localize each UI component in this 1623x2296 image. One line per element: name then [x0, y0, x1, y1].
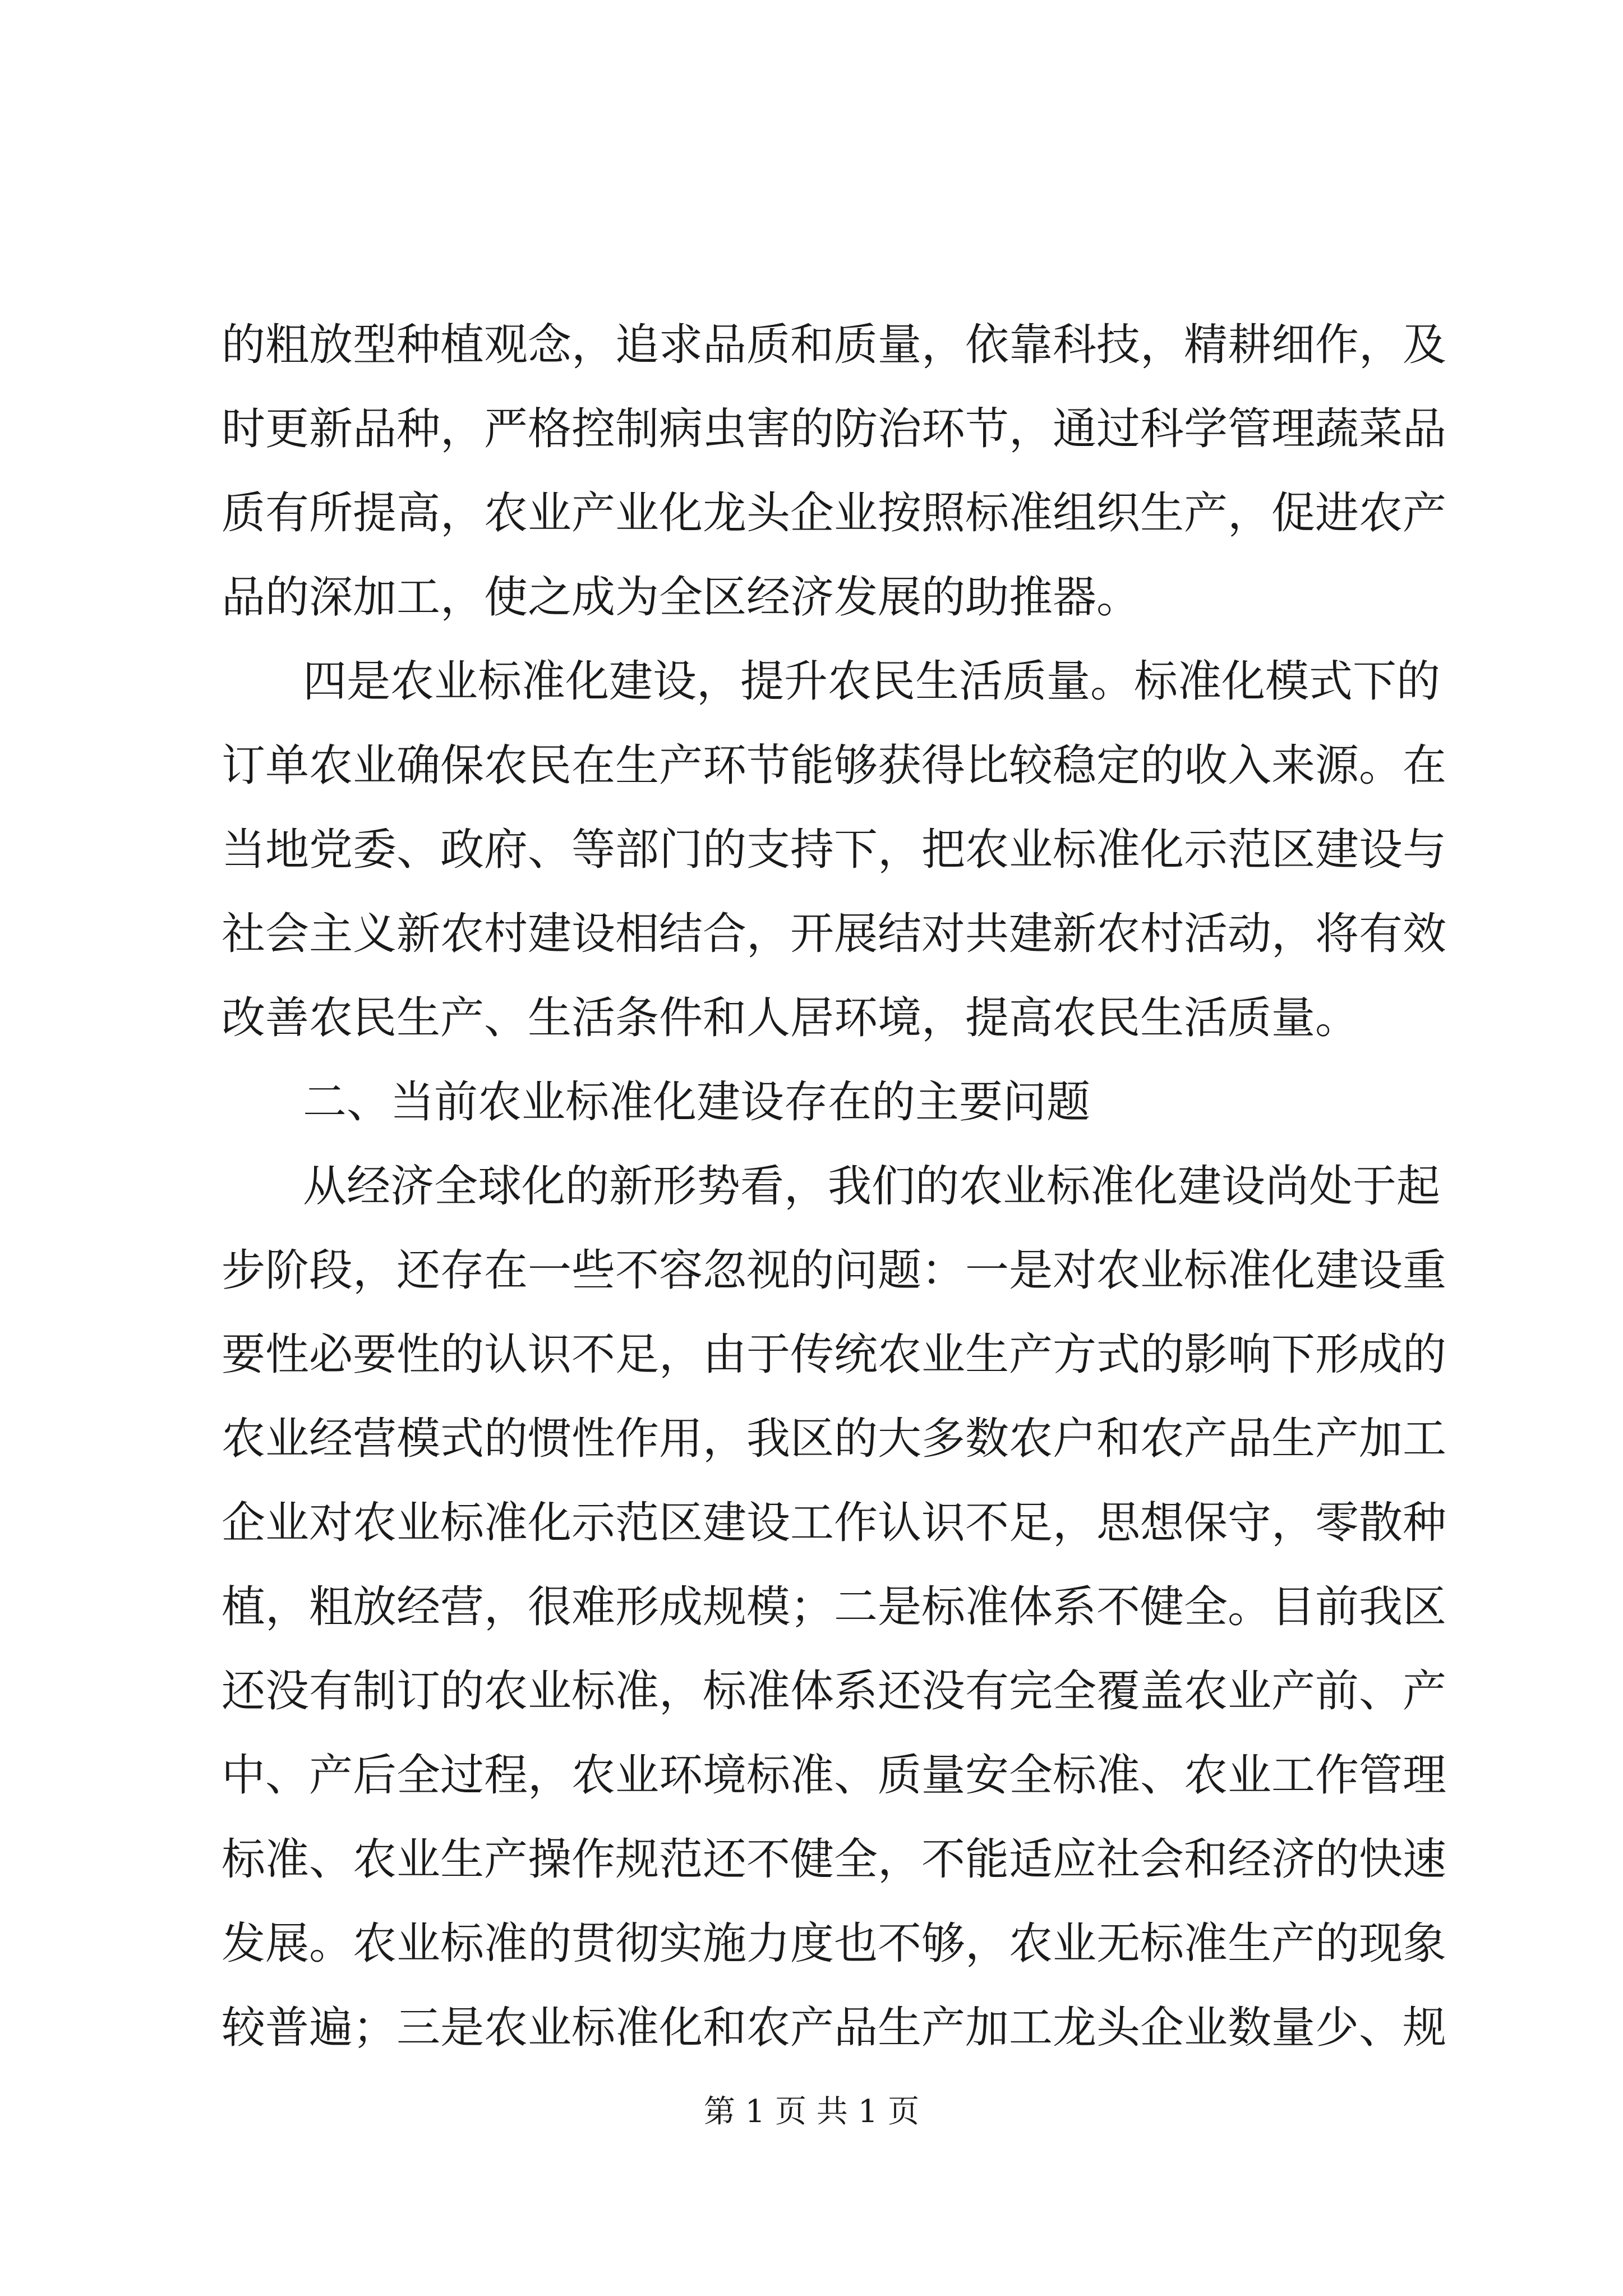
text-line: 的粗放型种植观念，追求品质和质量，依靠科技，精耕细作，及 — [222, 320, 1447, 370]
text-line: 较普遍；三是农业标准化和农产品生产加工龙头企业数量少、规 — [222, 2003, 1447, 2053]
text-line: 中、产后全过程，农业环境标准、质量安全标准、农业工作管理 — [222, 1750, 1447, 1801]
text-line: 品的深加工，使之成为全区经济发展的助推器。 — [222, 572, 1141, 623]
text-line: 标准、农业生产操作规范还不健全，不能适应社会和经济的快速 — [222, 1834, 1447, 1885]
text-line: 社会主义新农村建设相结合，开展结对共建新农村活动，将有效 — [222, 909, 1447, 959]
text-line: 当地党委、政府、等部门的支持下，把农业标准化示范区建设与 — [222, 825, 1447, 875]
paragraph-first-line: 四是农业标准化建设，提升农民生活质量。标准化模式下的 — [303, 656, 1441, 707]
text-line: 时更新品种，严格控制病虫害的防治环节，通过科学管理蔬菜品 — [222, 404, 1447, 454]
text-line: 要性必要性的认识不足，由于传统农业生产方式的影响下形成的 — [222, 1329, 1447, 1380]
text-line: 发展。农业标准的贯彻实施力度也不够，农业无标准生产的现象 — [222, 1918, 1447, 1969]
text-line: 改善农民生产、生活条件和人居环境，提高农民生活质量。 — [222, 993, 1359, 1043]
section-heading: 二、当前农业标准化建设存在的主要问题 — [303, 1077, 1091, 1128]
paragraph-first-line: 从经济全球化的新形势看，我们的农业标准化建设尚处于起 — [303, 1161, 1441, 1212]
text-line: 质有所提高，农业产业化龙头企业按照标准组织生产，促进农产 — [222, 488, 1447, 539]
text-line: 订单农业确保农民在生产环节能够获得比较稳定的收入来源。在 — [222, 740, 1447, 791]
page-number-footer: 第 1 页 共 1 页 — [703, 2093, 920, 2130]
text-line: 企业对农业标准化示范区建设工作认识不足，思想保守，零散种 — [222, 1498, 1447, 1548]
text-line: 植，粗放经营，很难形成规模；二是标准体系不健全。目前我区 — [222, 1582, 1447, 1632]
text-line: 农业经营模式的惯性作用，我区的大多数农户和农产品生产加工 — [222, 1414, 1447, 1464]
text-line: 步阶段，还存在一些不容忽视的问题：一是对农业标准化建设重 — [222, 1245, 1447, 1296]
text-line: 还没有制订的农业标准，标准体系还没有完全覆盖农业产前、产 — [222, 1666, 1447, 1717]
